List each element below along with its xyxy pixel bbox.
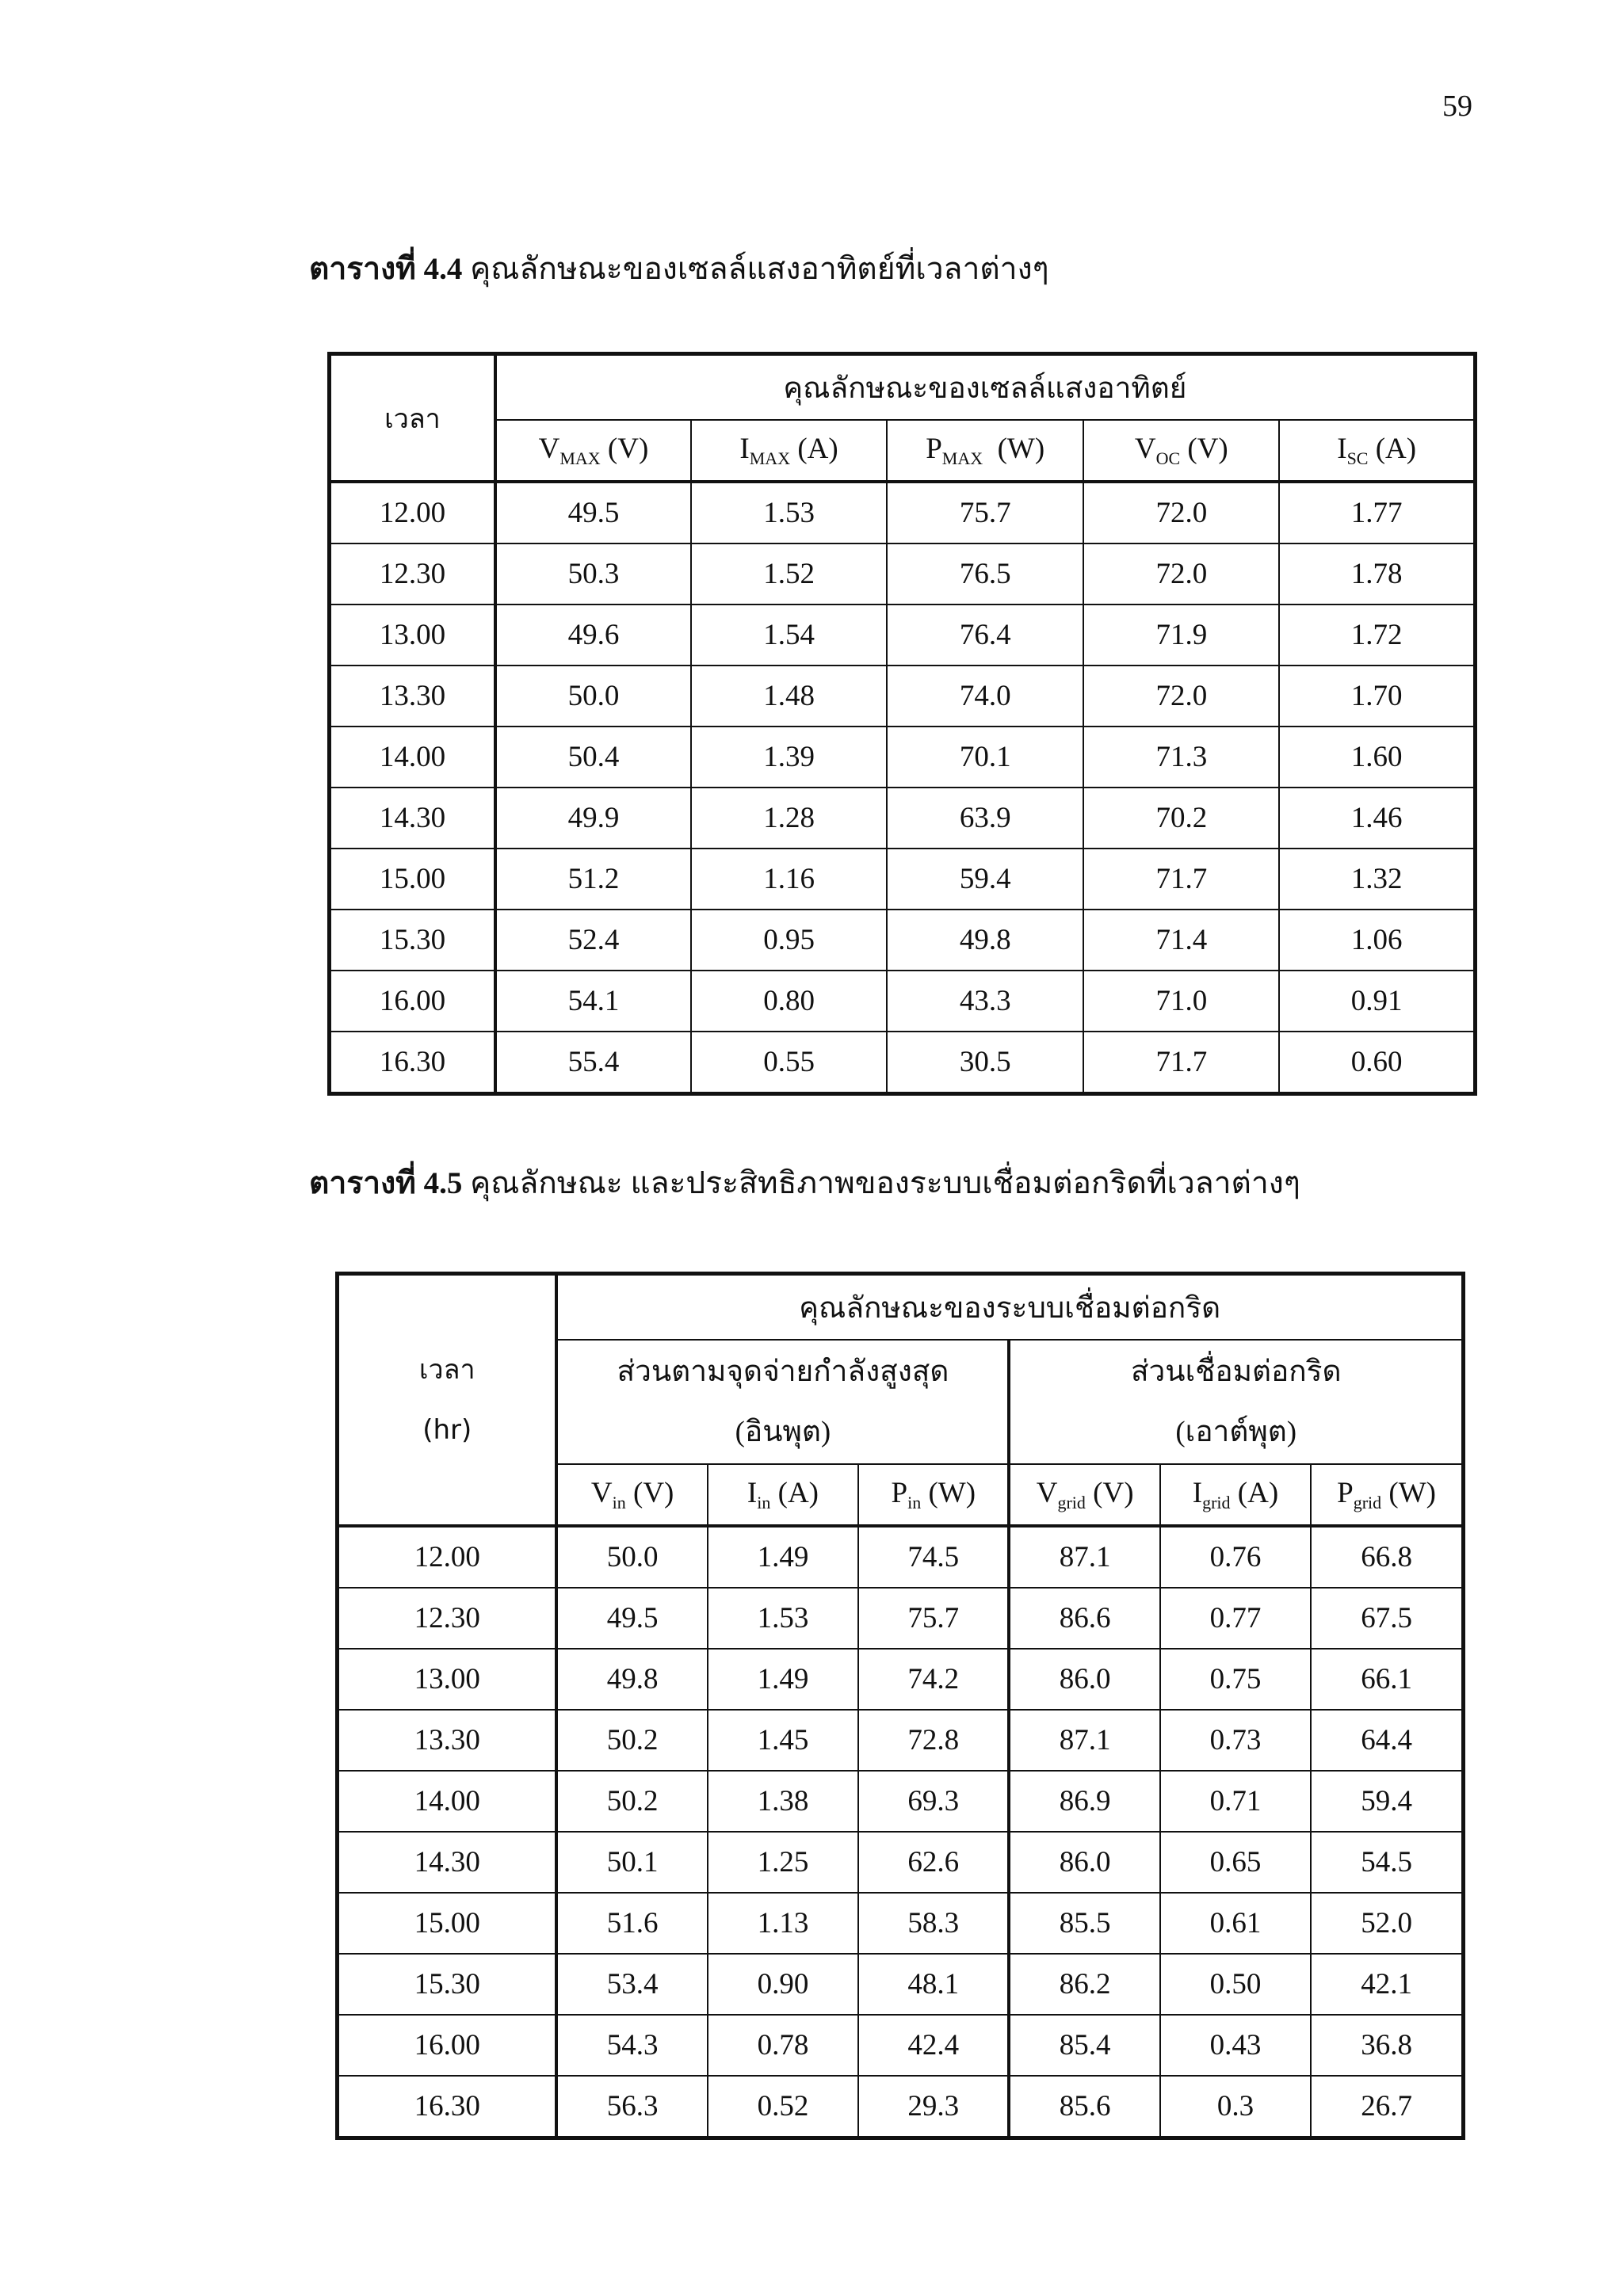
value-cell: 30.5 [887,1032,1083,1094]
value-cell: 53.4 [556,1954,707,2015]
value-cell: 71.7 [1083,849,1279,910]
value-cell: 71.3 [1083,727,1279,788]
time-cell: 14.00 [338,1771,557,1832]
value-cell: 1.25 [708,1832,858,1893]
header-subscript: MAX [749,448,791,468]
value-cell: 55.4 [495,1032,691,1094]
value-cell: 1.45 [708,1710,858,1771]
time-header: เวลา [330,354,495,482]
value-cell: 0.71 [1160,1771,1311,1832]
time-cell: 16.00 [338,2015,557,2076]
value-cell: 1.32 [1279,849,1475,910]
value-cell: 54.3 [556,2015,707,2076]
time-cell: 13.30 [330,666,495,727]
value-cell: 49.6 [495,605,691,666]
value-cell: 50.2 [556,1710,707,1771]
column-header [887,420,1083,482]
header-unit: (V) [600,433,649,465]
value-cell: 0.80 [691,971,887,1032]
value-cell: 1.72 [1279,605,1475,666]
input-subgroup-note: (อินพุต) [735,1415,831,1448]
value-cell: 49.5 [495,482,691,543]
value-cell: 72.0 [1083,666,1279,727]
header-unit: (A) [770,1477,819,1509]
table-row [330,543,1476,605]
value-cell: 42.1 [1311,1954,1463,2015]
time-cell: 14.30 [330,788,495,849]
value-cell: 70.2 [1083,788,1279,849]
table-row [338,2015,1464,2076]
header-subscript: grid [1202,1493,1231,1512]
value-cell: 87.1 [1009,1526,1159,1588]
value-cell: 1.78 [1279,543,1475,605]
value-cell: 86.0 [1009,1832,1159,1893]
value-cell: 59.4 [887,849,1083,910]
header-unit: (A) [1368,433,1417,465]
value-cell: 1.53 [708,1588,858,1649]
value-cell: 50.0 [495,666,691,727]
value-cell: 1.53 [691,482,887,543]
value-cell: 0.90 [708,1954,858,2015]
value-cell: 74.0 [887,666,1083,727]
value-cell: 71.7 [1083,1032,1279,1094]
time-cell: 16.00 [330,971,495,1032]
value-cell: 0.78 [708,2015,858,2076]
value-cell: 59.4 [1311,1771,1463,1832]
header-subscript: MAX [559,448,601,468]
table-row [338,2076,1464,2138]
value-cell: 67.5 [1311,1588,1463,1649]
table-row [338,1526,1464,1588]
header-symbol: I [747,1477,758,1509]
time-cell: 16.30 [330,1032,495,1094]
value-cell: 49.8 [887,910,1083,971]
table-4-5 [335,1272,1465,2140]
value-cell: 1.48 [691,666,887,727]
header-symbol: I [739,433,750,465]
value-cell: 1.38 [708,1771,858,1832]
value-cell: 1.28 [691,788,887,849]
value-cell: 86.6 [1009,1588,1159,1649]
column-header [556,1464,707,1526]
table-row [338,1710,1464,1771]
time-unit: (hr) [422,1414,472,1446]
value-cell: 1.46 [1279,788,1475,849]
value-cell: 1.49 [708,1526,858,1588]
value-cell: 71.4 [1083,910,1279,971]
value-cell: 42.4 [858,2015,1009,2076]
value-cell: 72.0 [1083,482,1279,543]
time-cell: 15.30 [338,1954,557,2015]
value-cell: 1.06 [1279,910,1475,971]
value-cell: 72.0 [1083,543,1279,605]
value-cell: 50.4 [495,727,691,788]
value-cell: 71.9 [1083,605,1279,666]
header-symbol: P [926,433,942,465]
time-cell: 12.30 [330,543,495,605]
table-row [330,482,1476,543]
time-cell: 15.00 [330,849,495,910]
value-cell: 72.8 [858,1710,1009,1771]
value-cell: 0.76 [1160,1526,1311,1588]
header-symbol: I [1192,1477,1203,1509]
time-cell: 16.30 [338,2076,557,2138]
value-cell: 49.9 [495,788,691,849]
value-cell: 85.4 [1009,2015,1159,2076]
time-cell: 12.00 [330,482,495,543]
input-subgroup-header [556,1340,1009,1464]
time-cell: 14.00 [330,727,495,788]
value-cell: 69.3 [858,1771,1009,1832]
table-row [338,1954,1464,2015]
header-symbol: P [1337,1477,1354,1509]
value-cell: 86.2 [1009,1954,1159,2015]
header-subscript: in [757,1493,771,1512]
caption-text: คุณลักษณะของเซลล์แสงอาทิตย์ที่เวลาต่างๆ [470,252,1049,286]
value-cell: 0.95 [691,910,887,971]
table-row [338,1649,1464,1710]
header-unit: (A) [1230,1477,1279,1509]
grid-subgroup-note: (เอาต์พุต) [1175,1415,1297,1448]
header-subscript: in [612,1493,626,1512]
table-4-4 [327,352,1477,1096]
value-cell: 87.1 [1009,1710,1159,1771]
value-cell: 0.3 [1160,2076,1311,2138]
time-label: เวลา [418,1354,475,1386]
header-subscript: SC [1346,448,1369,468]
caption-text: คุณลักษณะ และประสิทธิภาพของระบบเชื่อมต่อกริดที่เวลาต่างๆ [470,1166,1300,1200]
header-unit: (V) [1180,433,1228,465]
value-cell: 66.1 [1311,1649,1463,1710]
value-cell: 54.5 [1311,1832,1463,1893]
value-cell: 86.0 [1009,1649,1159,1710]
table-row [338,1588,1464,1649]
value-cell: 75.7 [858,1588,1009,1649]
value-cell: 1.60 [1279,727,1475,788]
value-cell: 50.1 [556,1832,707,1893]
table-row [338,1893,1464,1954]
header-subscript: grid [1057,1493,1086,1512]
time-cell: 12.00 [338,1526,557,1588]
header-unit: (W) [921,1477,976,1509]
caption-label: ตารางที่ 4.4 [309,252,463,286]
value-cell: 49.8 [556,1649,707,1710]
value-cell: 1.52 [691,543,887,605]
value-cell: 0.43 [1160,2015,1311,2076]
caption-label: ตารางที่ 4.5 [309,1166,463,1200]
table-4-5-caption [309,1158,1300,1207]
table-row [330,788,1476,849]
value-cell: 0.91 [1279,971,1475,1032]
value-cell: 75.7 [887,482,1083,543]
value-cell: 1.16 [691,849,887,910]
value-cell: 76.5 [887,543,1083,605]
header-subscript: grid [1353,1493,1382,1512]
value-cell: 71.0 [1083,971,1279,1032]
table-row [338,1832,1464,1893]
header-unit: (V) [625,1477,674,1509]
header-symbol: V [1134,433,1156,465]
value-cell: 1.54 [691,605,887,666]
input-subgroup-title: ส่วนตามจุดจ่ายกำลังสูงสุด [617,1355,949,1388]
group-header: คุณลักษณะของเซลล์แสงอาทิตย์ [495,354,1476,421]
column-header [1160,1464,1311,1526]
value-cell: 0.52 [708,2076,858,2138]
header-symbol: V [1036,1477,1058,1509]
value-cell: 50.3 [495,543,691,605]
header-unit: (A) [790,433,838,465]
table-row [330,1032,1476,1094]
header-subscript: MAX [941,448,983,468]
value-cell: 74.5 [858,1526,1009,1588]
header-subscript: OC [1155,448,1181,468]
value-cell: 0.73 [1160,1710,1311,1771]
page-number: 59 [1442,90,1472,123]
value-cell: 85.6 [1009,2076,1159,2138]
table-4-4-caption [309,244,1049,293]
value-cell: 62.6 [858,1832,1009,1893]
value-cell: 26.7 [1311,2076,1463,2138]
column-header [1083,420,1279,482]
value-cell: 48.1 [858,1954,1009,2015]
column-header [708,1464,858,1526]
time-cell: 13.30 [338,1710,557,1771]
value-cell: 70.1 [887,727,1083,788]
value-cell: 85.5 [1009,1893,1159,1954]
value-cell: 36.8 [1311,2015,1463,2076]
value-cell: 0.50 [1160,1954,1311,2015]
grid-subgroup-header [1009,1340,1463,1464]
time-cell: 15.30 [330,910,495,971]
value-cell: 1.49 [708,1649,858,1710]
value-cell: 51.6 [556,1893,707,1954]
value-cell: 1.13 [708,1893,858,1954]
value-cell: 51.2 [495,849,691,910]
header-symbol: I [1337,433,1347,465]
value-cell: 29.3 [858,2076,1009,2138]
time-cell: 14.30 [338,1832,557,1893]
value-cell: 0.60 [1279,1032,1475,1094]
header-symbol: V [590,1477,613,1509]
time-header [338,1274,557,1527]
value-cell: 63.9 [887,788,1083,849]
value-cell: 0.55 [691,1032,887,1094]
header-unit: (W) [1381,1477,1436,1509]
time-cell: 13.00 [330,605,495,666]
value-cell: 1.77 [1279,482,1475,543]
value-cell: 50.0 [556,1526,707,1588]
value-cell: 0.65 [1160,1832,1311,1893]
value-cell: 54.1 [495,971,691,1032]
column-header [495,420,691,482]
value-cell: 0.61 [1160,1893,1311,1954]
column-header [1279,420,1475,482]
group-header: คุณลักษณะของระบบเชื่อมต่อกริด [556,1274,1463,1341]
header-symbol: P [891,1477,908,1509]
time-cell: 15.00 [338,1893,557,1954]
value-cell: 43.3 [887,971,1083,1032]
value-cell: 64.4 [1311,1710,1463,1771]
value-cell: 50.2 [556,1771,707,1832]
table-row [330,849,1476,910]
header-symbol: V [538,433,560,465]
value-cell: 86.9 [1009,1771,1159,1832]
value-cell: 0.75 [1160,1649,1311,1710]
table-row [330,605,1476,666]
value-cell: 52.0 [1311,1893,1463,1954]
header-unit: (W) [983,433,1045,465]
column-header [1009,1464,1159,1526]
value-cell: 56.3 [556,2076,707,2138]
table-row [330,666,1476,727]
table-row [338,1771,1464,1832]
grid-subgroup-title: ส่วนเชื่อมต่อกริด [1130,1355,1342,1388]
value-cell: 76.4 [887,605,1083,666]
value-cell: 1.39 [691,727,887,788]
header-subscript: in [907,1493,922,1512]
value-cell: 74.2 [858,1649,1009,1710]
header-unit: (V) [1085,1477,1134,1509]
value-cell: 49.5 [556,1588,707,1649]
table-row [330,910,1476,971]
value-cell: 52.4 [495,910,691,971]
table-row [330,971,1476,1032]
value-cell: 1.70 [1279,666,1475,727]
column-header [1311,1464,1463,1526]
time-cell: 13.00 [338,1649,557,1710]
value-cell: 66.8 [1311,1526,1463,1588]
time-cell: 12.30 [338,1588,557,1649]
table-row [330,727,1476,788]
column-header [691,420,887,482]
value-cell: 58.3 [858,1893,1009,1954]
column-header [858,1464,1009,1526]
value-cell: 0.77 [1160,1588,1311,1649]
